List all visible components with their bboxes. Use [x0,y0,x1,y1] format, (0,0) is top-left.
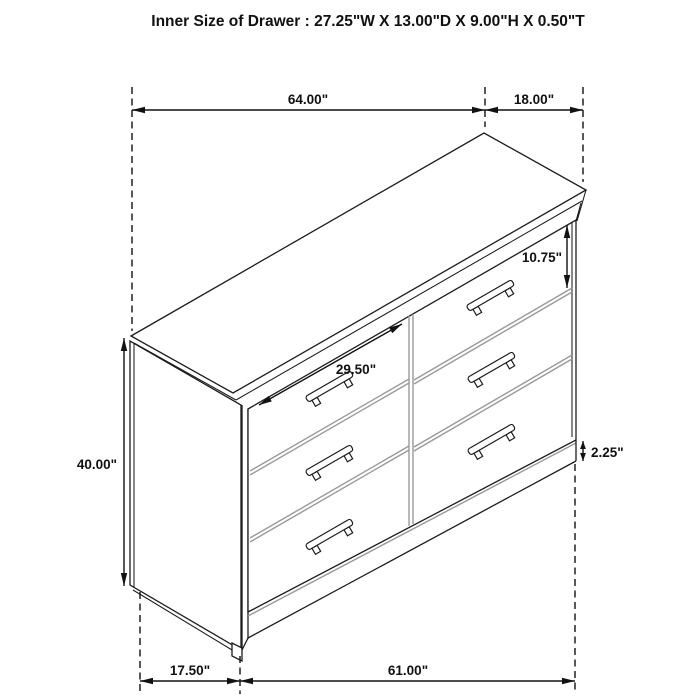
dim-top-depth [485,92,583,110]
page-title: Inner Size of Drawer : 27.25"W X 13.00"D X 9.00"H X 0.50"T [151,13,585,30]
dim-top-width-label: 64.00" [287,92,329,107]
dim-base-height-label: 2.25" [591,445,624,460]
dim-overall-height-label: 40.00" [76,457,117,472]
dim-base-width [240,663,575,681]
dim-base-height [583,441,624,461]
dresser-drawing [130,133,586,661]
dim-top-depth-label: 18.00" [513,92,555,107]
dim-base-depth-label: 17.50" [169,663,211,678]
dim-drawer-front-width-label: 29.50" [335,362,377,377]
front-left-corner-post [242,405,248,650]
dim-base-depth [140,663,240,681]
dim-base-width-label: 61.00" [387,663,429,678]
dim-top-drawer-height-label: 10.75" [521,250,562,265]
dim-top-width [132,92,485,110]
dim-overall-height [77,338,124,586]
